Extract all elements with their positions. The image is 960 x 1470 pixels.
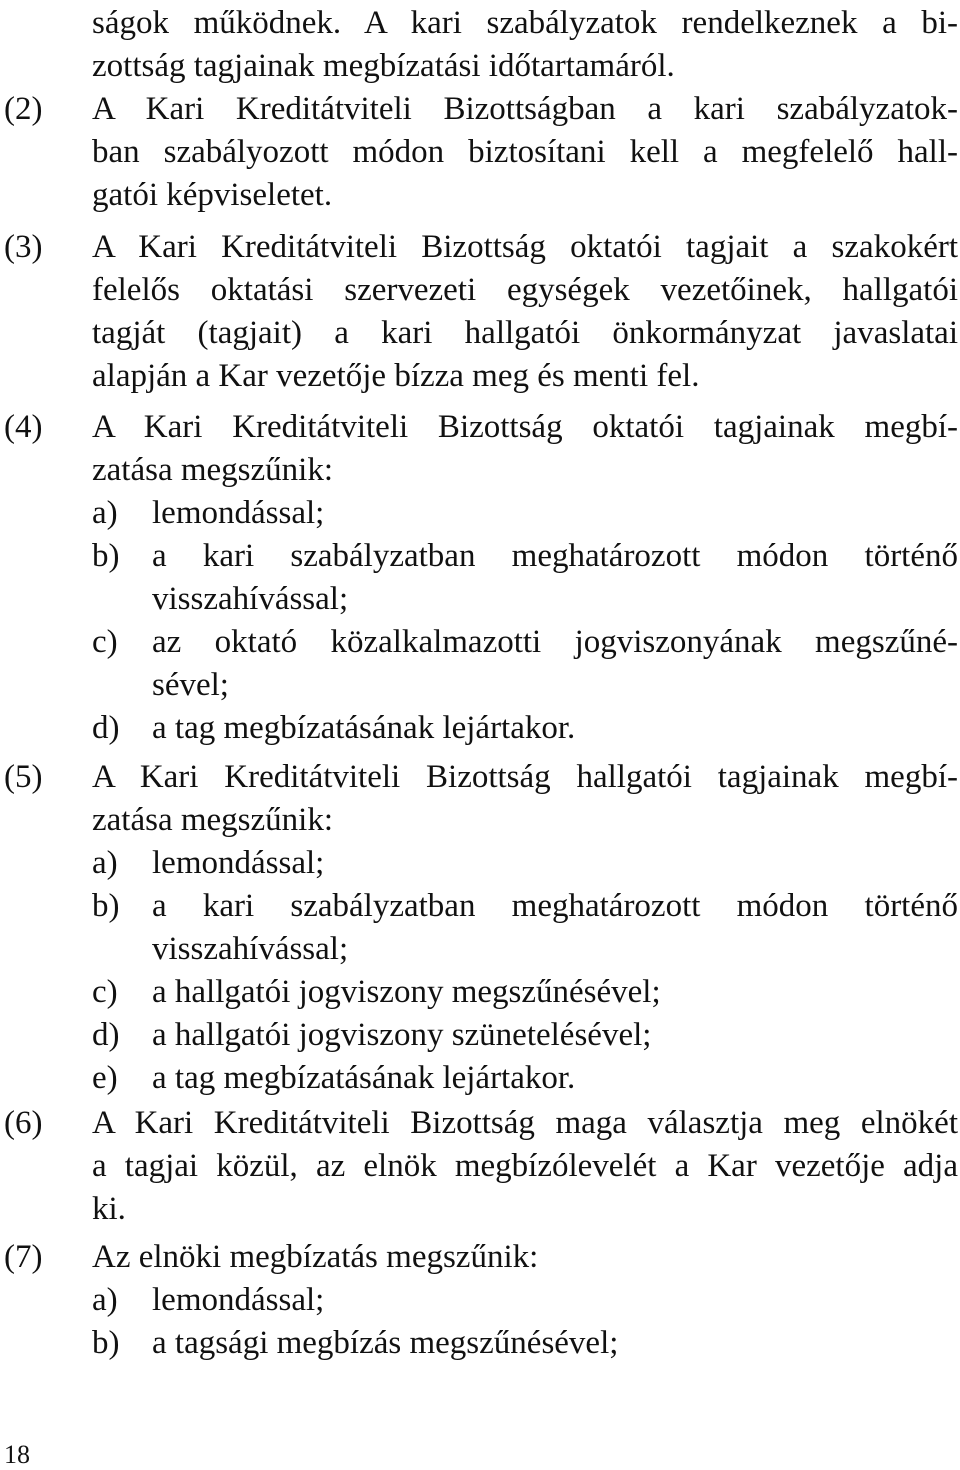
list-letter: a) (92, 845, 118, 881)
list-item-text: lemondással; (152, 1282, 325, 1318)
text-line: ban szabályozott módon biztosítani kell a megfelelő hall- (92, 134, 958, 170)
list-item-text: a hallgatói jogviszony megszűnésével; (152, 974, 661, 1010)
text-line: A Kari Kreditátviteli Bizottság maga választja meg elnökét (92, 1105, 958, 1141)
text-line: alapján a Kar vezetője bízza meg és menti fel. (92, 358, 700, 394)
list-item-text: lemondással; (152, 495, 325, 531)
text-line: ki. (92, 1191, 126, 1227)
list-letter: b) (92, 1325, 120, 1361)
list-letter: b) (92, 538, 120, 574)
text-line: A Kari Kreditátviteli Bizottság hallgatói tagjainak megbí- (92, 759, 958, 795)
list-letter: d) (92, 1017, 120, 1053)
text-line: tagját (tagjait) a kari hallgatói önkormányzat javaslatai (92, 315, 958, 351)
text-line: felelős oktatási szervezeti egységek vezetőinek, hallgatói (92, 272, 958, 308)
text-line: zottság tagjainak megbízatási időtartamáról. (92, 48, 675, 84)
text-line: ságok működnek. A kari szabályzatok rendelkeznek a bi- (92, 5, 958, 41)
text-line: Az elnöki megbízatás megszűnik: (92, 1239, 539, 1275)
list-letter: b) (92, 888, 120, 924)
text-line: zatása megszűnik: (92, 452, 333, 488)
list-letter: a) (92, 1282, 118, 1318)
paragraph-marker: (6) (4, 1105, 43, 1141)
list-item-text: a hallgatói jogviszony szünetelésével; (152, 1017, 652, 1053)
list-item-text: a tag megbízatásának lejártakor. (152, 1060, 576, 1096)
text-line: A Kari Kreditátviteli Bizottság oktatói tagjainak megbí- (92, 409, 958, 445)
list-item-text: visszahívással; (152, 931, 349, 967)
paragraph-marker: (7) (4, 1239, 43, 1275)
paragraph-marker: (5) (4, 759, 43, 795)
list-letter: c) (92, 974, 118, 1010)
list-item-text: lemondással; (152, 845, 325, 881)
text-line: A Kari Kreditátviteli Bizottság oktatói tagjait a szakokért (92, 229, 958, 265)
list-item-text: sével; (152, 667, 229, 703)
list-item-text: a kari szabályzatban meghatározott módon történő (152, 538, 958, 574)
text-line: A Kari Kreditátviteli Bizottságban a kari szabályzatok- (92, 91, 958, 127)
list-item-text: visszahívással; (152, 581, 349, 617)
list-item-text: a tagsági megbízás megszűnésével; (152, 1325, 619, 1361)
list-letter: d) (92, 710, 120, 746)
paragraph-marker: (2) (4, 91, 43, 127)
list-item-text: az oktató közalkalmazotti jogviszonyának megszűné- (152, 624, 958, 660)
paragraph-marker: (4) (4, 409, 43, 445)
list-letter: a) (92, 495, 118, 531)
list-letter: e) (92, 1060, 118, 1096)
list-item-text: a tag megbízatásának lejártakor. (152, 710, 576, 746)
page-number: 18 (4, 1440, 30, 1469)
text-line: gatói képviseletet. (92, 177, 333, 213)
list-item-text: a kari szabályzatban meghatározott módon történő (152, 888, 958, 924)
text-line: a tagjai közül, az elnök megbízólevelét a Kar vezetője adja (92, 1148, 958, 1184)
text-line: zatása megszűnik: (92, 802, 333, 838)
paragraph-marker: (3) (4, 229, 43, 265)
list-letter: c) (92, 624, 118, 660)
